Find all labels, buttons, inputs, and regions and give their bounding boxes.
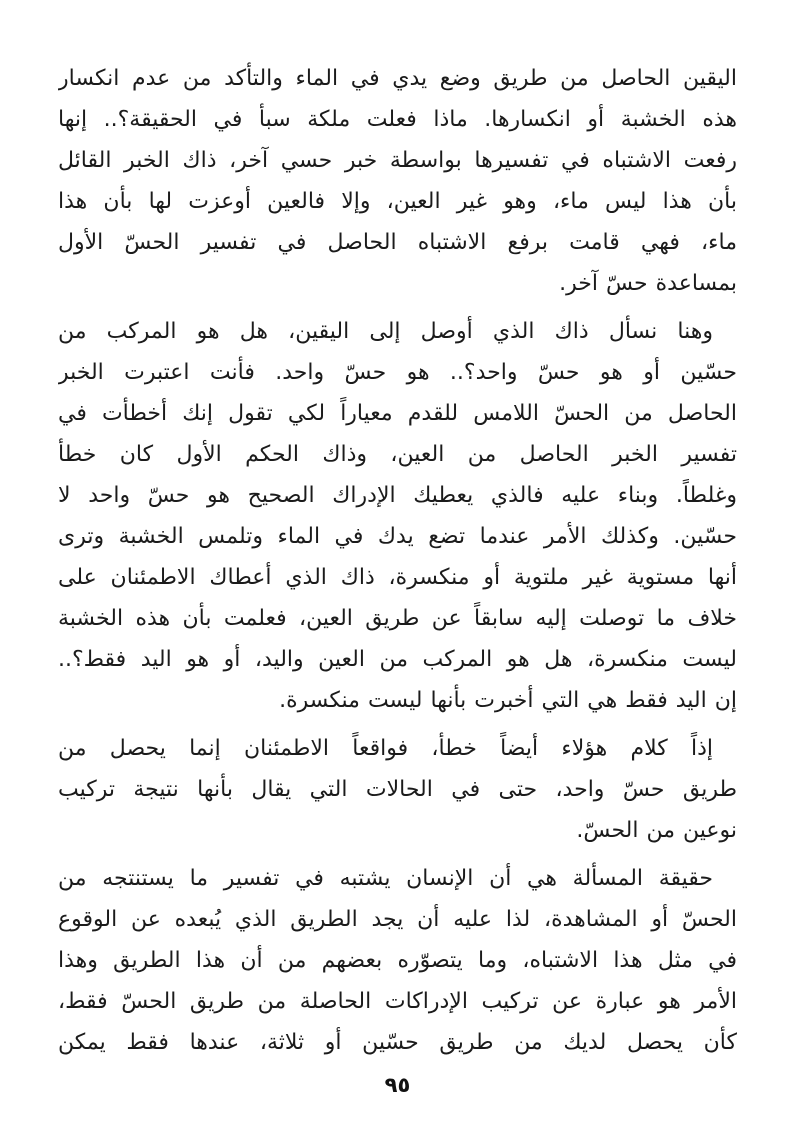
- text-line: أنها مستوية غير ملتوية أو منكسرة، ذاك الذي أعطاك الاطمئنان على: [58, 565, 737, 590]
- text-line: ماء، فهي قامت برفع الاشتباه الحاصل في تفسير الحسّ الأول: [58, 230, 737, 255]
- text-line: ليست منكسرة، هل هو المركب من العين واليد، أو هو اليد فقط؟..: [58, 647, 737, 672]
- text-line: إذاً كلام هؤلاء أيضاً خطأ، فواقعاً الاطمئنان إنما يحصل من: [58, 736, 713, 761]
- paragraph-4: [58, 858, 737, 1063]
- text-line: بأن هذا ليس ماء، وهو غير العين، وإلا فالعين أوعزت لها بأن هذا: [58, 189, 737, 214]
- text-line: حقيقة المسألة هي أن الإنسان يشتبه في تفسير ما يستنتجه من: [58, 866, 713, 891]
- text-line: تفسير الخبر الحاصل من العين، وذاك الحكم الأول كان خطأ: [58, 442, 737, 467]
- text-line: هذه الخشبة أو انكسارها. ماذا فعلت ملكة سبأ في الحقيقة؟.. إنها: [58, 107, 737, 132]
- text-line: اليقين الحاصل من طريق وضع يدي في الماء والتأكد من عدم انكسار: [58, 66, 737, 91]
- text-line: وهنا نسأل ذاك الذي أوصل إلى اليقين، هل هو المركب من: [58, 319, 713, 344]
- text-line: وغلطاً. وبناء عليه فالذي يعطيك الإدراك الصحيح هو حسّ واحد لا: [58, 483, 737, 508]
- text-line: الأمر هو عبارة عن تركيب الإدراكات الحاصلة من طريق الحسّ فقط،: [58, 989, 737, 1014]
- text-line: الحسّ أو المشاهدة، لذا عليه أن يجد الطريق الذي يُبعده عن الوقوع: [58, 907, 737, 932]
- paragraph-2: [58, 311, 737, 721]
- text-line: حسّين. وكذلك الأمر عندما تضع يدك في الماء وتلمس الخشبة وترى: [58, 524, 737, 549]
- text-line: رفعت الاشتباه في تفسيرها بواسطة خبر حسي آخر، ذاك الخبر القائل: [58, 148, 737, 173]
- text-line: إن اليد فقط هي التي أخبرت بأنها ليست منكسرة.: [279, 688, 737, 713]
- text-line: في مثل هذا الاشتباه، وما يتصوّره بعضهم من أن هذا الطريق وهذا: [58, 948, 737, 973]
- text-line: الحاصل من الحسّ اللامس للقدم معياراً لكي تقول إنك أخطأت في: [58, 401, 737, 426]
- paragraph-3: [58, 728, 737, 851]
- text-line: حسّين أو هو حسّ واحد؟.. هو حسّ واحد. فأنت اعتبرت الخبر: [58, 360, 737, 385]
- text-line: كأن يحصل لديك من طريق حسّين أو ثلاثة، عندها فقط يمكن: [58, 1030, 737, 1055]
- text-line: بمساعدة حسّ آخر.: [559, 271, 737, 296]
- paragraph-1: [58, 58, 737, 304]
- text-line: خلاف ما توصلت إليه سابقاً عن طريق العين، فعلمت بأن هذه الخشبة: [58, 606, 737, 631]
- page-number: ٩٥: [384, 1073, 411, 1097]
- text-line: طريق حسّ واحد، حتى في الحالات التي يقال بأنها نتيجة تركيب: [58, 777, 737, 802]
- text-line: نوعين من الحسّ.: [576, 818, 737, 843]
